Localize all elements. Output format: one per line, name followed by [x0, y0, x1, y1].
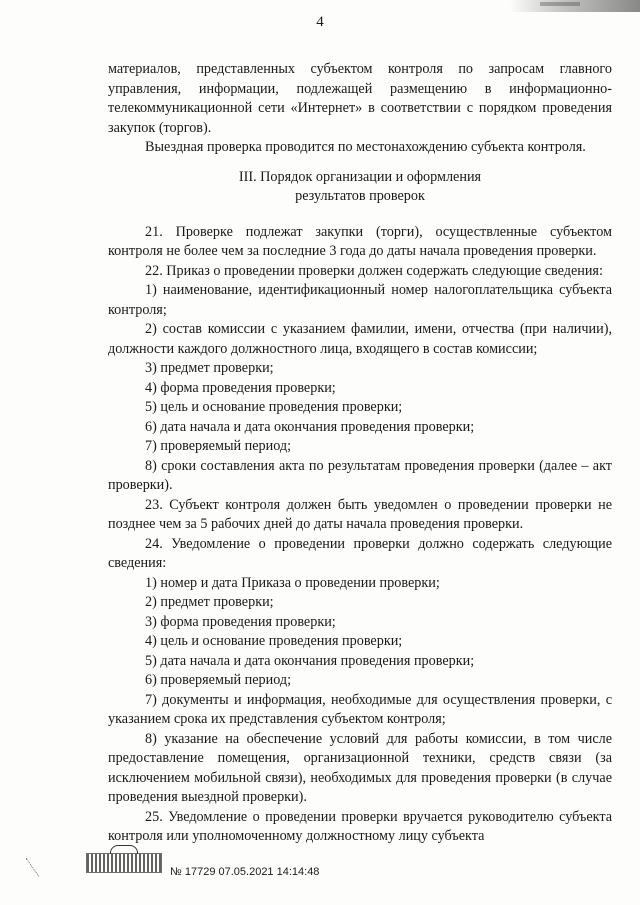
- paragraph-23: 23. Субъект контроля должен быть уведомлен о проведении проверки не позднее чем за 5 рабочих дней до даты начала проведения проверки.: [108, 496, 612, 532]
- list-item: 2) предмет проверки;: [145, 594, 274, 610]
- list-item: 1) номер и дата Приказа о проведении проверки;: [145, 574, 440, 591]
- document-body: [108, 60, 612, 847]
- paragraph-field-check: Выездная проверка проводится по местонахождению субъекта контроля.: [145, 139, 586, 155]
- list-item: 4) форма проведения проверки;: [145, 379, 336, 396]
- section-heading-line2: результатов проверок: [295, 188, 425, 204]
- registration-number: № 17729 07.05.2021 14:14:48: [170, 866, 320, 878]
- scan-artifact-dash: [540, 2, 580, 6]
- paragraph-continuation: материалов, представленных субъектом контроля по запросам главного управления, информации, подлежащей размещению в информационно-телекоммуникационной сети «Интернет» в соответствии с порядком проведения закупок (торгов).: [108, 61, 612, 136]
- list-item: 5) дата начала и дата окончания проведения проверки;: [145, 652, 475, 669]
- list-item: 7) документы и информация, необходимые для осуществления проверки, с указанием срока их представления субъектом контроля;: [108, 691, 612, 727]
- section-heading: [108, 168, 612, 207]
- list-item: 1) наименование, идентификационный номер налогоплательщика субъекта контроля;: [108, 282, 612, 318]
- list-item: 3) предмет проверки;: [145, 360, 274, 376]
- section-heading-line1: III. Порядок организации и оформления: [238, 168, 482, 185]
- list-item: 5) цель и основание проведения проверки;: [145, 399, 403, 415]
- list-item: 8) сроки составления акта по результатам проведения проверки (далее – акт проверки).: [108, 457, 612, 493]
- list-item: 7) проверяемый период;: [145, 438, 292, 454]
- list-item: 6) проверяемый период;: [145, 672, 292, 688]
- paragraph-22: 22. Приказ о проведении проверки должен содержать следующие сведения:: [145, 262, 603, 279]
- list-item: 2) состав комиссии с указанием фамилии, имени, отчества (при наличии), должности каждого должностного лица, входящего в состав комиссии;: [108, 321, 612, 357]
- paragraph-24: 24. Уведомление о проведении проверки должно содержать следующие сведения:: [108, 535, 612, 571]
- list-item: 6) дата начала и дата окончания проведения проверки;: [145, 418, 475, 435]
- paragraph-25: 25. Уведомление о проведении проверки вручается руководителю субъекта контроля или уполномоченному должностному лицу субъекта: [108, 808, 612, 844]
- registration-stamp-barcode: [86, 853, 162, 873]
- list-item: 3) форма проведения проверки;: [145, 613, 336, 630]
- scan-corner-mark: [26, 845, 57, 876]
- list-item: 4) цель и основание проведения проверки;: [145, 633, 403, 649]
- list-item: 8) указание на обеспечение условий для работы комиссии, в том числе предоставление помещения, организационной техники, средств связи (за исключением мобильной связи), необходимых для проведения проверки (в случае проведения выездной проверки).: [108, 730, 612, 805]
- paragraph-21: 21. Проверке подлежат закупки (торги), осуществленные субъектом контроля не более чем за последние 3 года до даты начала проведения проверки.: [108, 223, 612, 259]
- page-number: 4: [316, 14, 324, 30]
